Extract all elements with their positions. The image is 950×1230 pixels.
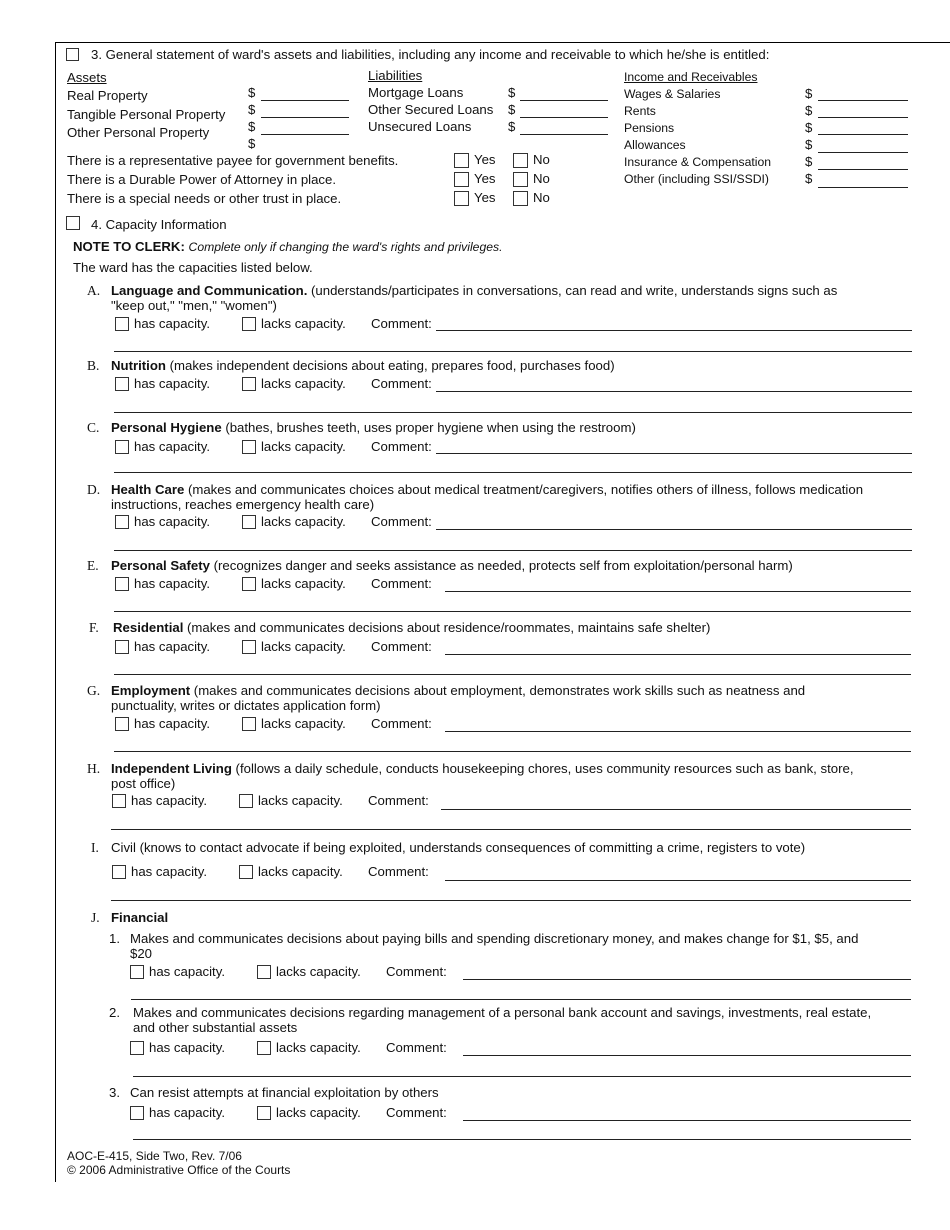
poa-yes-checkbox[interactable] <box>454 172 469 187</box>
lacks-capacity-label: lacks capacity. <box>276 1105 361 1120</box>
financial-2-comment-line-2[interactable] <box>133 1076 911 1077</box>
financial-2-lacks-capacity-checkbox[interactable] <box>257 1041 271 1055</box>
financial-1-comment-line[interactable] <box>463 979 911 980</box>
comment-label: Comment: <box>371 439 432 454</box>
financial-3-comment-line[interactable] <box>463 1120 911 1121</box>
item-desc: (makes independent decisions about eating, prepares food, purchases food) <box>165 358 615 373</box>
health-care-comment-line[interactable] <box>436 529 912 530</box>
comment-label: Comment: <box>371 639 432 654</box>
civil-comment-line-2[interactable] <box>111 900 911 901</box>
financial-1-description: Makes and communicates decisions about paying bills and spending discretionary money, and makes change for $1, $5, and <box>130 931 859 946</box>
income-amount-allowances[interactable] <box>818 152 908 153</box>
liability-amount-mortgage-loans[interactable] <box>520 100 608 101</box>
language-has-capacity-checkbox[interactable] <box>115 317 129 331</box>
currency-symbol: $ <box>805 120 813 135</box>
capacity-intro: The ward has the capacities listed below. <box>73 260 313 275</box>
item-nutrition-description <box>111 358 615 373</box>
liability-amount-unsecured-loans[interactable] <box>520 134 608 135</box>
item-desc-line2: post office) <box>111 776 176 791</box>
currency-symbol: $ <box>248 119 256 134</box>
independent-living-comment-line-2[interactable] <box>111 829 911 830</box>
copyright: © 2006 Administrative Office of the Courts <box>67 1163 291 1177</box>
item-letter: H. <box>87 761 101 776</box>
item-desc-line2: instructions, reaches emergency health care) <box>111 497 375 512</box>
payee-no-checkbox[interactable] <box>513 153 528 168</box>
health-care-has-capacity-checkbox[interactable] <box>115 515 129 529</box>
income-amount-pensions[interactable] <box>818 134 908 135</box>
lacks-capacity-label: lacks capacity. <box>261 316 346 331</box>
lacks-capacity-label: lacks capacity. <box>258 864 343 879</box>
independent-living-has-capacity-checkbox[interactable] <box>112 794 126 808</box>
liability-label-mortgage-loans: Mortgage Loans <box>368 85 464 100</box>
note-label: NOTE TO CLERK: <box>73 239 185 254</box>
lacks-capacity-label: lacks capacity. <box>276 964 361 979</box>
financial-3-comment-line-2[interactable] <box>133 1139 911 1140</box>
financial-1-lacks-capacity-checkbox[interactable] <box>257 965 271 979</box>
yes-label: Yes <box>474 152 496 167</box>
item-hygiene-description <box>111 420 636 435</box>
subitem-number: 2. <box>109 1005 120 1020</box>
note-to-clerk <box>73 239 502 254</box>
financial-1-comment-line-2[interactable] <box>131 999 911 1000</box>
income-title: Income and Receivables <box>624 70 758 84</box>
item-desc-line2: "keep out," "men," "women") <box>111 298 277 313</box>
item-title: Residential <box>113 620 184 635</box>
poa-no-checkbox[interactable] <box>513 172 528 187</box>
item-title: Personal Hygiene <box>111 420 222 435</box>
item-title: Language and Communication. <box>111 283 308 298</box>
currency-symbol: $ <box>248 136 256 151</box>
currency-symbol: $ <box>248 102 256 117</box>
has-capacity-label: has capacity. <box>134 576 210 591</box>
has-capacity-label: has capacity. <box>134 716 210 731</box>
subitem-number: 1. <box>109 931 120 946</box>
language-comment-line-2[interactable] <box>114 351 912 352</box>
item-letter: B. <box>87 358 100 373</box>
item-letter: C. <box>87 420 100 435</box>
has-capacity-label: has capacity. <box>149 1105 225 1120</box>
item-personal-safety-description <box>111 558 793 573</box>
residential-lacks-capacity-checkbox[interactable] <box>242 640 256 654</box>
asset-label-tangible-personal-property: Tangible Personal Property <box>67 107 226 122</box>
civil-lacks-capacity-checkbox[interactable] <box>239 865 253 879</box>
section4-checkbox[interactable] <box>66 216 80 230</box>
income-label-insurance-compensation: Insurance & Compensation <box>624 155 772 169</box>
currency-symbol: $ <box>805 137 813 152</box>
comment-label: Comment: <box>368 793 429 808</box>
personal-safety-lacks-capacity-checkbox[interactable] <box>242 577 256 591</box>
liabilities-title: Liabilities <box>368 68 423 83</box>
item-residential-description <box>113 620 710 635</box>
residential-has-capacity-checkbox[interactable] <box>115 640 129 654</box>
statement-representative-payee: There is a representative payee for government benefits. <box>67 153 399 168</box>
liability-label-other-secured-loans: Other Secured Loans <box>368 102 494 117</box>
item-letter: I. <box>91 840 99 855</box>
has-capacity-label: has capacity. <box>134 316 210 331</box>
nutrition-has-capacity-checkbox[interactable] <box>115 377 129 391</box>
asset-amount-tangible-personal-property[interactable] <box>261 117 349 118</box>
item-language-description <box>111 283 837 298</box>
note-text: Complete only if changing the ward's rights and privileges. <box>188 240 503 254</box>
item-letter: F. <box>89 620 99 635</box>
income-label-rents: Rents <box>624 104 656 118</box>
comment-label: Comment: <box>371 716 432 731</box>
comment-label: Comment: <box>371 376 432 391</box>
section4-heading: 4. Capacity Information <box>91 217 227 232</box>
item-title: Employment <box>111 683 191 698</box>
financial-3-has-capacity-checkbox[interactable] <box>130 1106 144 1120</box>
item-desc: (follows a daily schedule, conducts housekeeping chores, uses community resources such as bank, store, <box>231 761 854 776</box>
comment-label: Comment: <box>368 864 429 879</box>
lacks-capacity-label: lacks capacity. <box>261 639 346 654</box>
lacks-capacity-label: lacks capacity. <box>261 376 346 391</box>
lacks-capacity-label: lacks capacity. <box>261 514 346 529</box>
asset-amount-real-property[interactable] <box>261 100 349 101</box>
currency-symbol: $ <box>805 103 813 118</box>
language-lacks-capacity-checkbox[interactable] <box>242 317 256 331</box>
employment-lacks-capacity-checkbox[interactable] <box>242 717 256 731</box>
item-title: Nutrition <box>111 358 166 373</box>
item-employment-description <box>111 683 805 698</box>
statement-durable-poa: There is a Durable Power of Attorney in place. <box>67 172 337 187</box>
no-label: No <box>533 171 550 186</box>
financial-title: Financial <box>111 910 169 925</box>
asset-label-other-personal-property: Other Personal Property <box>67 125 210 140</box>
item-desc: (makes and communicates decisions about residence/roommates, maintains safe shelter) <box>183 620 711 635</box>
hygiene-comment-line-2[interactable] <box>114 472 912 473</box>
has-capacity-label: has capacity. <box>131 793 207 808</box>
item-desc: (understands/participates in conversations, can read and write, understands signs such as <box>307 283 838 298</box>
personal-safety-comment-line-2[interactable] <box>114 611 911 612</box>
trust-yes-checkbox[interactable] <box>454 191 469 206</box>
item-letter: D. <box>87 482 101 497</box>
income-label-allowances: Allowances <box>624 138 686 152</box>
currency-symbol: $ <box>248 85 256 100</box>
civil-comment-line[interactable] <box>445 880 911 881</box>
has-capacity-label: has capacity. <box>131 864 207 879</box>
asset-amount-other-personal-property[interactable] <box>261 134 349 135</box>
has-capacity-label: has capacity. <box>134 639 210 654</box>
item-letter: J. <box>91 910 100 925</box>
language-comment-line[interactable] <box>436 330 912 331</box>
yes-label: Yes <box>474 171 496 186</box>
item-letter: G. <box>87 683 101 698</box>
lacks-capacity-label: lacks capacity. <box>258 793 343 808</box>
financial-2-comment-line[interactable] <box>463 1055 911 1056</box>
item-title: Personal Safety <box>111 558 210 573</box>
lacks-capacity-label: lacks capacity. <box>276 1040 361 1055</box>
comment-label: Comment: <box>386 1040 447 1055</box>
item-letter: E. <box>87 558 99 573</box>
section3-checkbox[interactable] <box>66 48 79 61</box>
income-label-pensions: Pensions <box>624 121 675 135</box>
section3-heading: 3. General statement of ward's assets and liabilities, including any income and receivable to which he/she is entitled: <box>91 47 770 62</box>
item-civil-description: Civil (knows to contact advocate if being exploited, understands consequences of committing a crime, registers to vote) <box>111 840 806 855</box>
liability-amount-other-secured-loans[interactable] <box>520 117 608 118</box>
financial-2-description-line2: and other substantial assets <box>133 1020 298 1035</box>
item-desc: (recognizes danger and seeks assistance as needed, protects self from exploitation/personal harm) <box>209 558 793 573</box>
nutrition-comment-line-2[interactable] <box>114 412 912 413</box>
financial-3-description: Can resist attempts at financial exploitation by others <box>130 1085 439 1100</box>
nutrition-lacks-capacity-checkbox[interactable] <box>242 377 256 391</box>
civil-has-capacity-checkbox[interactable] <box>112 865 126 879</box>
liability-label-unsecured-loans: Unsecured Loans <box>368 119 472 134</box>
financial-1-description-line2: $20 <box>130 946 153 961</box>
item-desc: (bathes, brushes teeth, uses proper hygiene when using the restroom) <box>221 420 636 435</box>
hygiene-lacks-capacity-checkbox[interactable] <box>242 440 256 454</box>
trust-no-checkbox[interactable] <box>513 191 528 206</box>
lacks-capacity-label: lacks capacity. <box>261 716 346 731</box>
has-capacity-label: has capacity. <box>149 1040 225 1055</box>
independent-living-lacks-capacity-checkbox[interactable] <box>239 794 253 808</box>
form-id: AOC-E-415, Side Two, Rev. 7/06 <box>67 1149 242 1163</box>
has-capacity-label: has capacity. <box>134 376 210 391</box>
comment-label: Comment: <box>371 316 432 331</box>
lacks-capacity-label: lacks capacity. <box>261 439 346 454</box>
income-amount-insurance-compensation[interactable] <box>818 169 908 170</box>
currency-symbol: $ <box>805 171 813 186</box>
item-independent-living-description <box>111 761 854 776</box>
income-label-other: Other (including SSI/SSDI) <box>624 172 769 186</box>
payee-yes-checkbox[interactable] <box>454 153 469 168</box>
item-desc: (makes and communicates choices about medical treatment/caregivers, notifies others of illness, follows medication <box>184 482 864 497</box>
financial-2-has-capacity-checkbox[interactable] <box>130 1041 144 1055</box>
financial-2-description: Makes and communicates decisions regarding management of a personal bank account and savings, investments, real estate, <box>133 1005 872 1020</box>
currency-symbol: $ <box>805 154 813 169</box>
no-label: No <box>533 152 550 167</box>
residential-comment-line-2[interactable] <box>114 674 911 675</box>
currency-symbol: $ <box>805 86 813 101</box>
statement-special-needs-trust: There is a special needs or other trust in place. <box>67 191 342 206</box>
comment-label: Comment: <box>371 576 432 591</box>
yes-label: Yes <box>474 190 496 205</box>
financial-1-has-capacity-checkbox[interactable] <box>130 965 144 979</box>
employment-has-capacity-checkbox[interactable] <box>115 717 129 731</box>
item-health-care-description <box>111 482 863 497</box>
nutrition-comment-line[interactable] <box>436 391 912 392</box>
employment-comment-line[interactable] <box>445 731 911 732</box>
item-desc: (makes and communicates decisions about employment, demonstrates work skills such as neatness and <box>190 683 806 698</box>
personal-safety-has-capacity-checkbox[interactable] <box>115 577 129 591</box>
form-border-left <box>55 42 56 1182</box>
has-capacity-label: has capacity. <box>134 439 210 454</box>
income-amount-other[interactable] <box>818 187 908 188</box>
currency-symbol: $ <box>508 85 516 100</box>
health-care-lacks-capacity-checkbox[interactable] <box>242 515 256 529</box>
item-desc-line2: punctuality, writes or dictates application form) <box>111 698 381 713</box>
lacks-capacity-label: lacks capacity. <box>261 576 346 591</box>
asset-label-real-property: Real Property <box>67 88 148 103</box>
residential-comment-line[interactable] <box>445 654 911 655</box>
currency-symbol: $ <box>508 119 516 134</box>
income-amount-rents[interactable] <box>818 117 908 118</box>
currency-symbol: $ <box>508 102 516 117</box>
employment-comment-line-2[interactable] <box>114 751 911 752</box>
hygiene-has-capacity-checkbox[interactable] <box>115 440 129 454</box>
financial-3-lacks-capacity-checkbox[interactable] <box>257 1106 271 1120</box>
form-border-top <box>55 42 950 43</box>
personal-safety-comment-line[interactable] <box>445 591 911 592</box>
independent-living-comment-line[interactable] <box>441 809 911 810</box>
hygiene-comment-line[interactable] <box>436 453 912 454</box>
item-letter: A. <box>87 283 101 298</box>
subitem-number: 3. <box>109 1085 120 1100</box>
has-capacity-label: has capacity. <box>134 514 210 529</box>
no-label: No <box>533 190 550 205</box>
has-capacity-label: has capacity. <box>149 964 225 979</box>
item-title: Health Care <box>111 482 185 497</box>
item-title: Independent Living <box>111 761 232 776</box>
health-care-comment-line-2[interactable] <box>114 550 912 551</box>
assets-title: Assets <box>67 70 107 85</box>
comment-label: Comment: <box>371 514 432 529</box>
comment-label: Comment: <box>386 964 447 979</box>
comment-label: Comment: <box>386 1105 447 1120</box>
income-label-wages-salaries: Wages & Salaries <box>624 87 721 101</box>
income-amount-wages-salaries[interactable] <box>818 100 908 101</box>
